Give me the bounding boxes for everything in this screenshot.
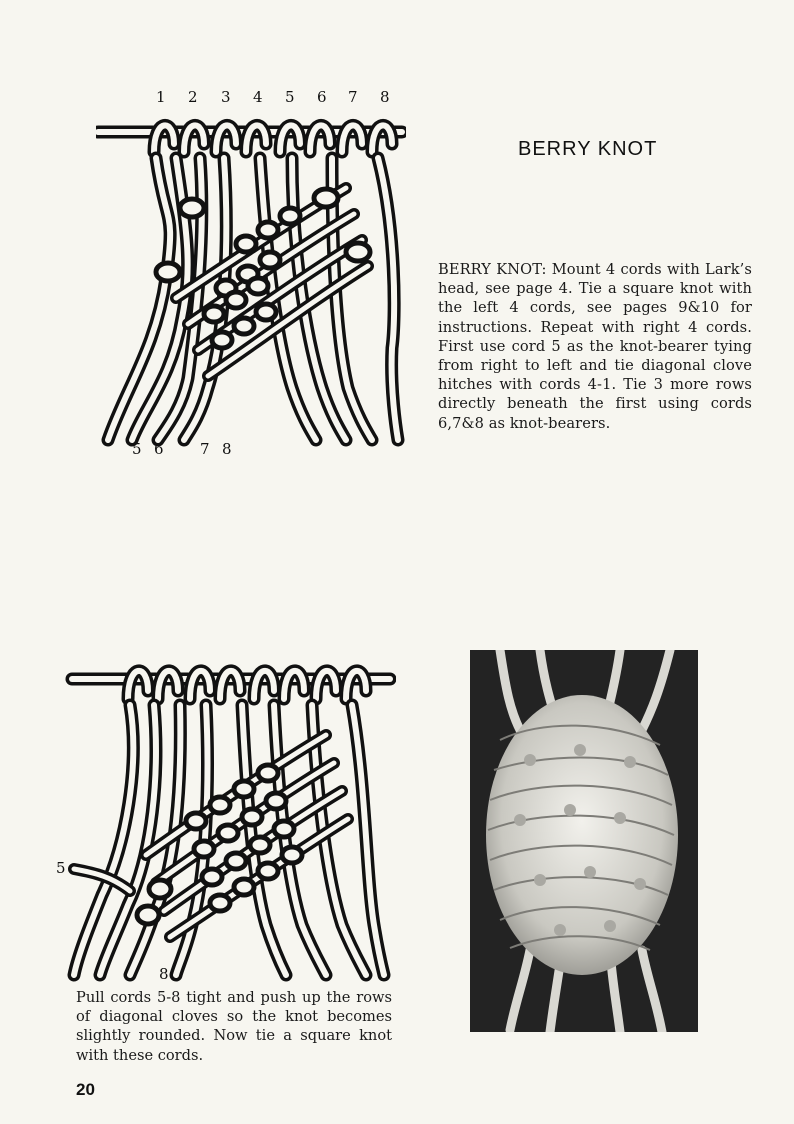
cord-number-1: 1 <box>156 88 166 106</box>
cord-number-6: 6 <box>317 88 327 106</box>
photo-rendering <box>470 650 698 1032</box>
cord-number-bottom-7: 7 <box>200 440 210 458</box>
cord-number-side-5: 5 <box>56 859 66 877</box>
berry-knot-diagram-step1 <box>96 88 406 460</box>
berry-knot-diagram-step2 <box>56 645 396 985</box>
cord-number-3: 3 <box>221 88 231 106</box>
knot-drawing-bottom <box>56 645 396 985</box>
page-title: BERRY KNOT <box>518 138 658 160</box>
cord-number-8: 8 <box>380 88 390 106</box>
page-number: 20 <box>76 1080 95 1099</box>
cord-number-bottom-5: 5 <box>132 440 142 458</box>
cord-number-bottom-6: 6 <box>154 440 164 458</box>
instructions-text: BERRY KNOT: Mount 4 cords with Lark’s head, see page 4. Tie a square knot with the left 4 cords, see pages 9&10 for instructions. Repeat with right 4 cords. First use cord 5 as the knot-bearer tying from right to left and tie diagonal clove hitches with cords 4-1. Tie 3 more rows directly beneath the first using cords 6,7&8 as knot-bearers. <box>438 261 752 432</box>
berry-knot-photo <box>470 650 698 1032</box>
cord-number-bottom-8: 8 <box>159 965 169 983</box>
cord-number-5: 5 <box>285 88 295 106</box>
cord-number-4: 4 <box>253 88 263 106</box>
knot-drawing-top <box>96 88 406 460</box>
cord-number-7: 7 <box>348 88 358 106</box>
cord-number-bottom-8: 8 <box>222 440 232 458</box>
caption-text: Pull cords 5-8 tight and push up the rows of diagonal cloves so the knot becomes slightly rounded. Now tie a square knot with these cords. <box>76 989 392 1064</box>
cord-number-2: 2 <box>188 88 198 106</box>
